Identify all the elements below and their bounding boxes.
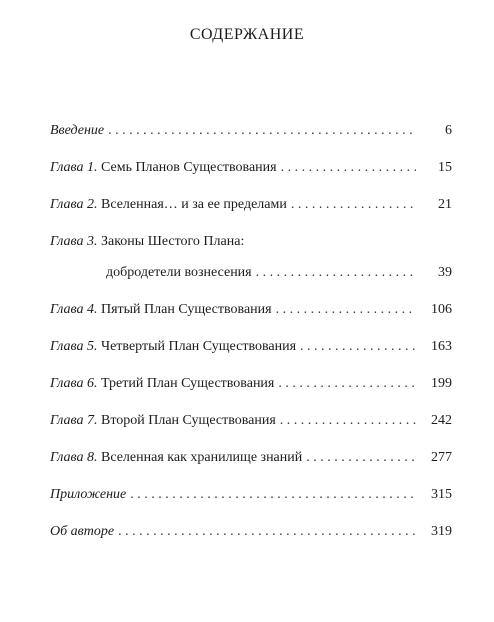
toc-entry-label: Глава 1. Семь Планов Существования bbox=[50, 160, 277, 175]
toc-entry-about-author bbox=[50, 521, 452, 543]
leader-dots bbox=[291, 194, 416, 216]
toc-entry-label: Глава 8. Вселенная как хранилище знаний bbox=[50, 450, 303, 465]
toc-entry-chapter-3 bbox=[50, 231, 452, 253]
toc-page-number: 319 bbox=[431, 524, 452, 539]
toc-page-number: 106 bbox=[431, 302, 452, 317]
toc-entry-label: Приложение bbox=[50, 487, 127, 502]
leader-dots bbox=[300, 336, 416, 358]
leader-dots bbox=[280, 410, 416, 432]
toc-page-number: 163 bbox=[431, 339, 452, 354]
toc-page-number: 199 bbox=[431, 376, 452, 391]
toc-page-number: 277 bbox=[431, 450, 452, 465]
toc-entry-chapter-4 bbox=[50, 299, 452, 321]
leader-dots bbox=[281, 157, 416, 179]
leader-dots bbox=[306, 447, 416, 469]
toc-entry-label: Глава 2. Вселенная… и за ее пределами bbox=[50, 197, 287, 212]
toc-page-number: 15 bbox=[438, 160, 452, 175]
leader-dots bbox=[118, 521, 416, 543]
table-of-contents bbox=[50, 120, 452, 543]
leader-dots bbox=[256, 262, 416, 284]
toc-entry-chapter-2 bbox=[50, 194, 452, 216]
page-title: СОДЕРЖАНИЕ bbox=[189, 26, 305, 43]
toc-entry-label: Глава 7. Второй План Существования bbox=[50, 413, 276, 428]
leader-dots bbox=[278, 373, 416, 395]
toc-entry-chapter-5 bbox=[50, 336, 452, 358]
toc-page-number: 21 bbox=[438, 197, 452, 212]
toc-entry-chapter-8 bbox=[50, 447, 452, 469]
toc-entry-chapter-1 bbox=[50, 157, 452, 179]
toc-entry-label: Глава 4. Пятый План Существования bbox=[50, 302, 272, 317]
toc-entry-label: Глава 5. Четвертый План Существования bbox=[50, 339, 297, 354]
toc-page-number: 6 bbox=[445, 123, 452, 138]
leader-dots bbox=[108, 120, 416, 142]
leader-dots bbox=[130, 484, 416, 506]
toc-entry-label: Об авторе bbox=[50, 524, 115, 539]
toc-entry-label: Глава 3. Законы Шестого Плана: bbox=[50, 234, 245, 249]
toc-page-number: 242 bbox=[431, 413, 452, 428]
toc-entry-introduction bbox=[50, 120, 452, 142]
toc-entry-label: добродетели вознесения bbox=[106, 265, 252, 280]
toc-page-number: 39 bbox=[438, 265, 452, 280]
toc-entry-chapter-6 bbox=[50, 373, 452, 395]
toc-entry-chapter-3-continued bbox=[50, 262, 452, 284]
toc-entry-appendix bbox=[50, 484, 452, 506]
toc-entry-chapter-7 bbox=[50, 410, 452, 432]
toc-entry-label: Глава 6. Третий План Существования bbox=[50, 376, 275, 391]
toc-page-number: 315 bbox=[431, 487, 452, 502]
leader-dots bbox=[276, 299, 416, 321]
toc-entry-label: Введение bbox=[50, 123, 105, 138]
